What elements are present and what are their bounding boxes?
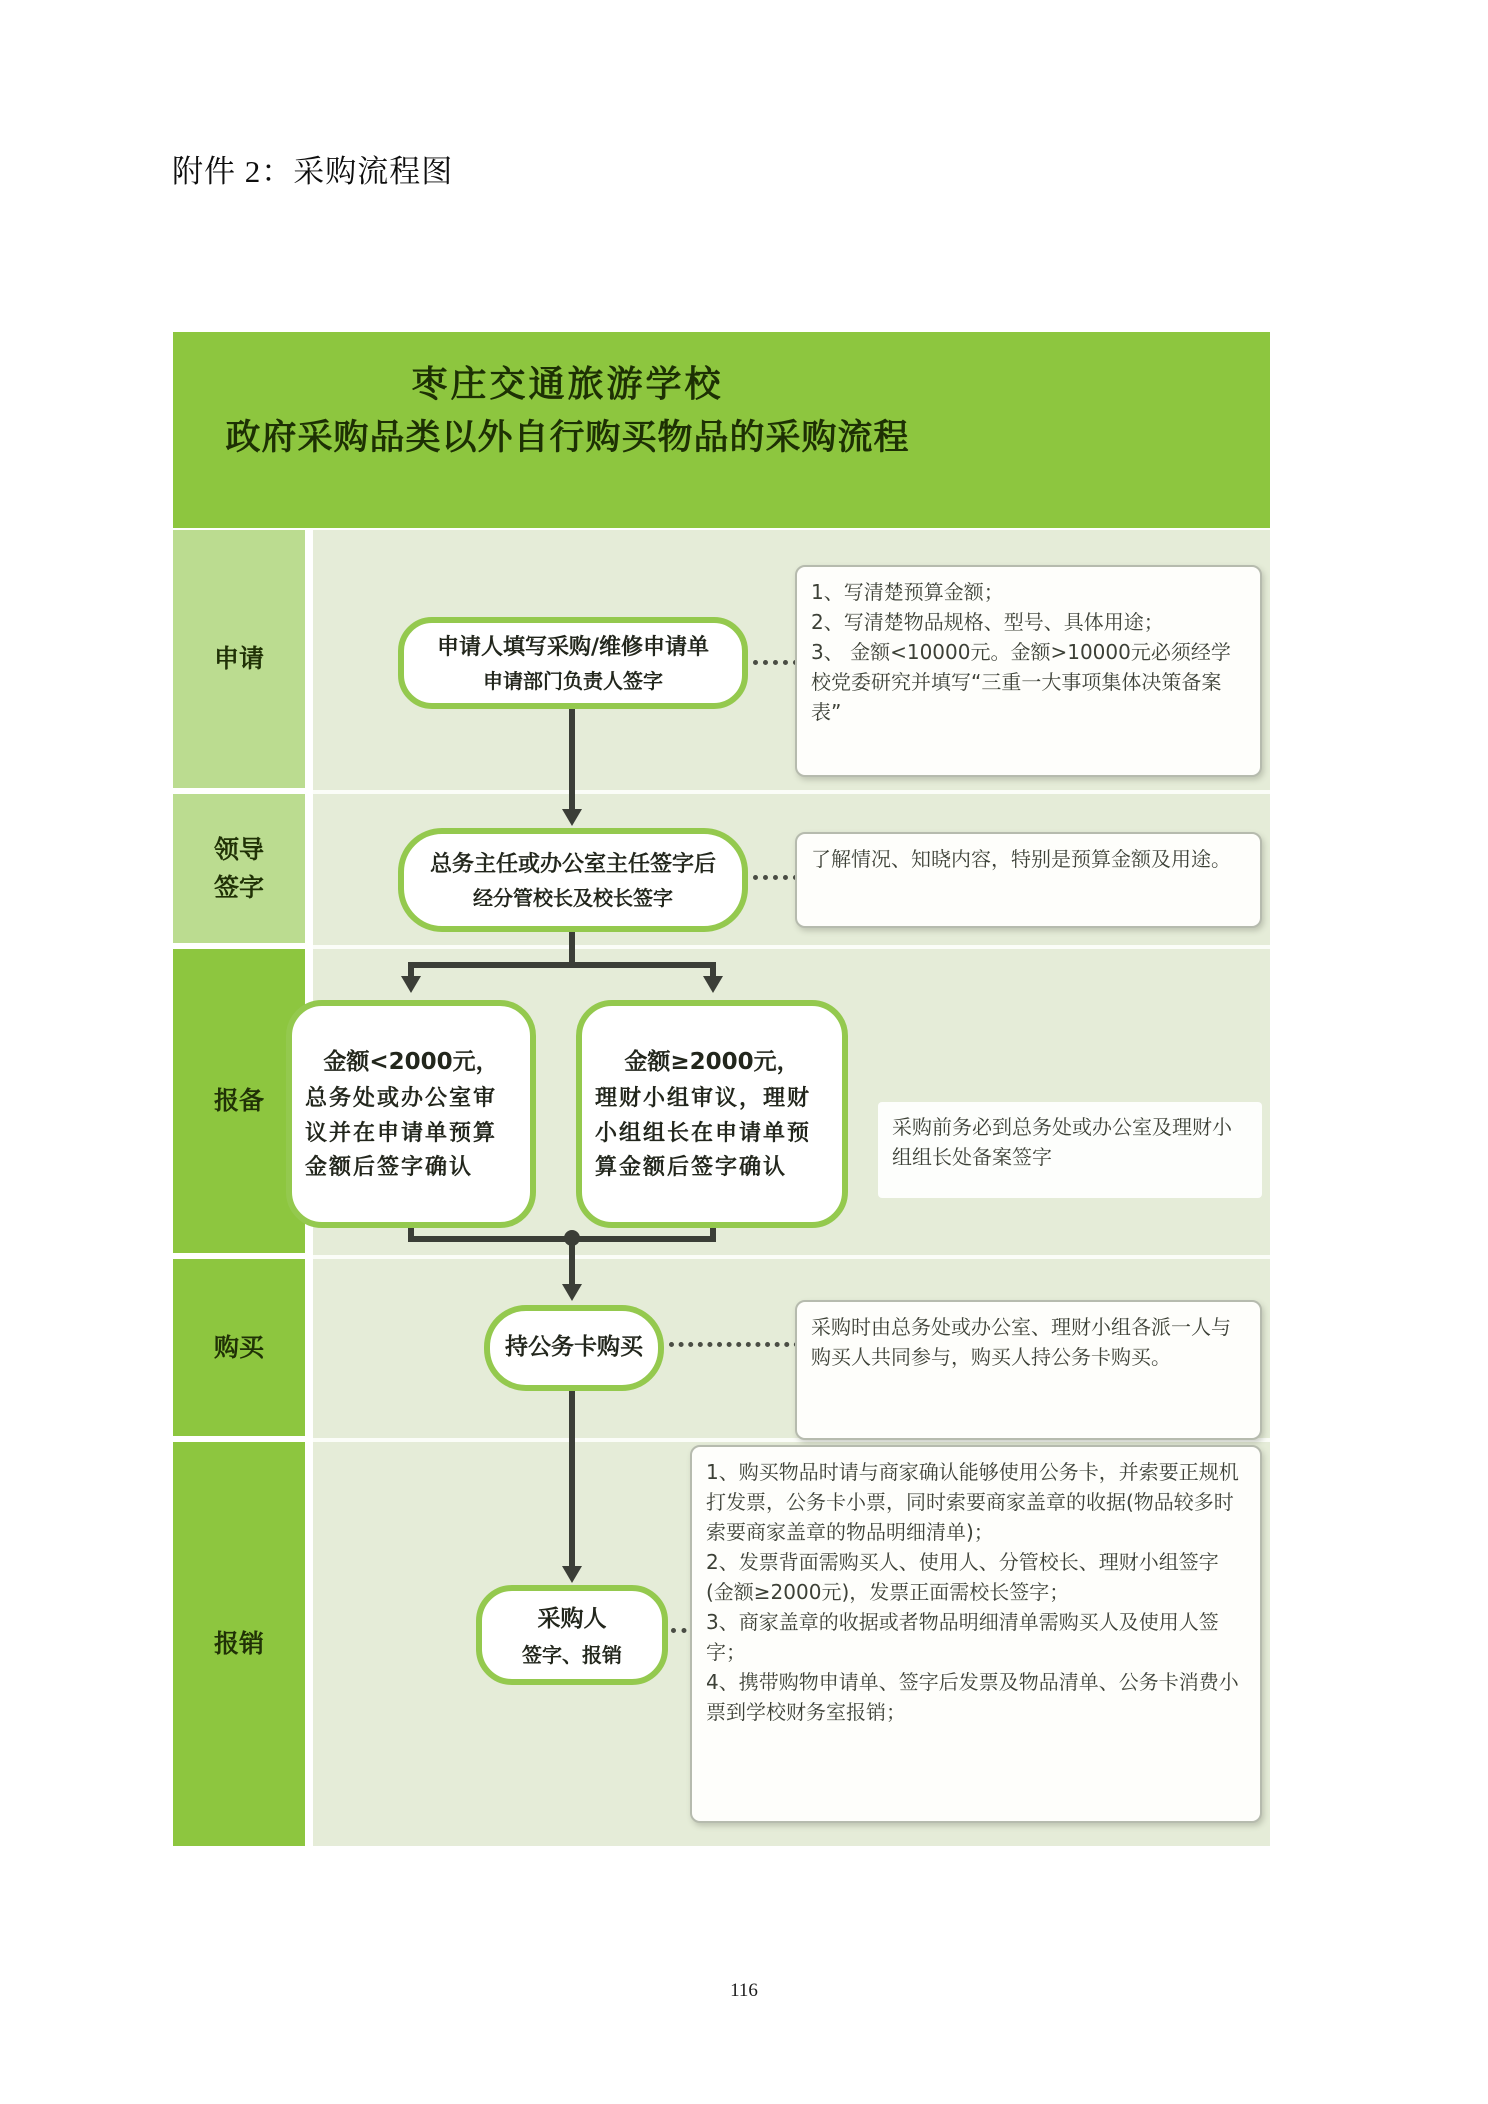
flow-box-leader-line1: 总务主任或办公室主任签字后 bbox=[429, 852, 716, 878]
stage-label-record: 报备 bbox=[213, 1086, 264, 1116]
flow-box-apply-line2: 申请部门负责人签字 bbox=[483, 668, 663, 693]
flow-arrowhead bbox=[703, 976, 723, 993]
branch-line bbox=[408, 962, 716, 968]
flow-box-under-2000-title: 金额<2000元， bbox=[323, 1049, 499, 1076]
stage-label-reimburse: 报销 bbox=[213, 1629, 264, 1659]
row-divider bbox=[313, 1255, 1270, 1259]
page-number: 116 bbox=[730, 1980, 758, 2001]
note-record-text: 采购前务必到总务处或办公室及理财小组组长处备案签字 bbox=[892, 1115, 1232, 1169]
flow-box-leader-line2: 经分管校长及校长签字 bbox=[473, 885, 673, 910]
row-divider bbox=[313, 945, 1270, 949]
note-reimburse-item2: 2、发票背面需购买人、使用人、分管校长、理财小组签字(金额≥2000元)，发票正面需校长签字； bbox=[706, 1550, 1219, 1604]
flow-arrow bbox=[569, 709, 575, 809]
flow-arrowhead bbox=[401, 976, 421, 993]
flow-box-apply-line1: 申请人填写采购/维修申请单 bbox=[436, 635, 710, 661]
stage-cell-purchase bbox=[173, 1259, 305, 1436]
stage-cell-apply bbox=[173, 530, 305, 788]
note-purchase-text: 采购时由总务处或办公室、理财小组各派一人与购买人共同参与，购买人持公务卡购买。 bbox=[811, 1315, 1231, 1369]
note-reimburse bbox=[690, 1445, 1262, 1823]
branch-line bbox=[710, 962, 716, 976]
note-purchase bbox=[795, 1300, 1262, 1440]
note-apply-item2: 2、写清楚物品规格、型号、具体用途； bbox=[811, 610, 1164, 634]
merge-dot bbox=[564, 1230, 580, 1246]
flow-box-over-2000-title: 金额≥2000元， bbox=[624, 1049, 800, 1076]
note-apply-item3: 3、 金额<10000元。金额>10000元必须经学校党委研究并填写“三重一大事项集体决策备案表” bbox=[811, 640, 1231, 724]
stage-cell-leader-sign bbox=[173, 794, 305, 943]
flow-box-card-purchase-label: 持公务卡购买 bbox=[505, 1334, 643, 1361]
flow-box-under-2000-body: 总务处或办公室审议并在申请单预算金额后签字确认 bbox=[305, 1086, 498, 1180]
stage-label-leader-sign: 领导签字 bbox=[213, 835, 264, 902]
branch-line bbox=[569, 932, 575, 966]
flow-arrowhead bbox=[562, 809, 582, 826]
note-reimburse-item3: 3、商家盖章的收据或者物品明细清单需购买人及使用人签字； bbox=[706, 1610, 1219, 1664]
flow-box-reimburse bbox=[476, 1585, 668, 1685]
flowchart-header bbox=[173, 332, 1270, 528]
flow-box-card-purchase bbox=[484, 1305, 664, 1391]
flow-arrowhead bbox=[562, 1284, 582, 1301]
note-reimburse-item4: 4、携带购物申请单、签字后发票及物品清单、公务卡消费小票到学校财务室报销； bbox=[706, 1670, 1239, 1724]
stage-label-purchase: 购买 bbox=[213, 1332, 264, 1362]
school-name: 枣庄交通旅游学校 bbox=[411, 364, 724, 405]
flow-arrowhead bbox=[562, 1566, 582, 1583]
merge-line bbox=[408, 1236, 716, 1242]
flow-box-leader-sign bbox=[398, 828, 748, 932]
flow-box-reimburse-line2: 签字、报销 bbox=[522, 1642, 622, 1667]
flow-box-reimburse-line1: 采购人 bbox=[537, 1606, 607, 1633]
stage-cell-reimburse bbox=[173, 1442, 305, 1846]
attachment-title: 附件 2：采购流程图 bbox=[172, 154, 454, 189]
dotted-connector bbox=[669, 1342, 799, 1347]
note-apply-item1: 1、写清楚预算金额； bbox=[811, 580, 1004, 604]
flow-arrow bbox=[569, 1391, 575, 1566]
flow-box-over-2000-body: 理财小组审议，理财小组组长在申请单预算金额后签字确认 bbox=[595, 1086, 812, 1180]
row-divider bbox=[313, 790, 1270, 794]
procurement-flowchart bbox=[173, 332, 1270, 1850]
note-apply bbox=[795, 565, 1262, 777]
flow-box-apply bbox=[398, 617, 748, 709]
note-record bbox=[878, 1102, 1262, 1198]
branch-line bbox=[408, 962, 414, 976]
note-reimburse-item1: 1、购买物品时请与商家确认能够使用公务卡，并索要正规机打发票，公务卡小票，同时索要商家盖章的收据(物品较多时索要商家盖章的物品明细清单)； bbox=[706, 1460, 1239, 1544]
flow-box-over-2000 bbox=[576, 1000, 848, 1228]
stage-label-apply: 申请 bbox=[213, 644, 264, 674]
flow-box-under-2000 bbox=[286, 1000, 536, 1228]
note-leader-text: 了解情况、知晓内容，特别是预算金额及用途。 bbox=[811, 847, 1231, 871]
flowchart-title: 政府采购品类以外自行购买物品的采购流程 bbox=[225, 418, 910, 458]
note-leader bbox=[795, 832, 1262, 928]
